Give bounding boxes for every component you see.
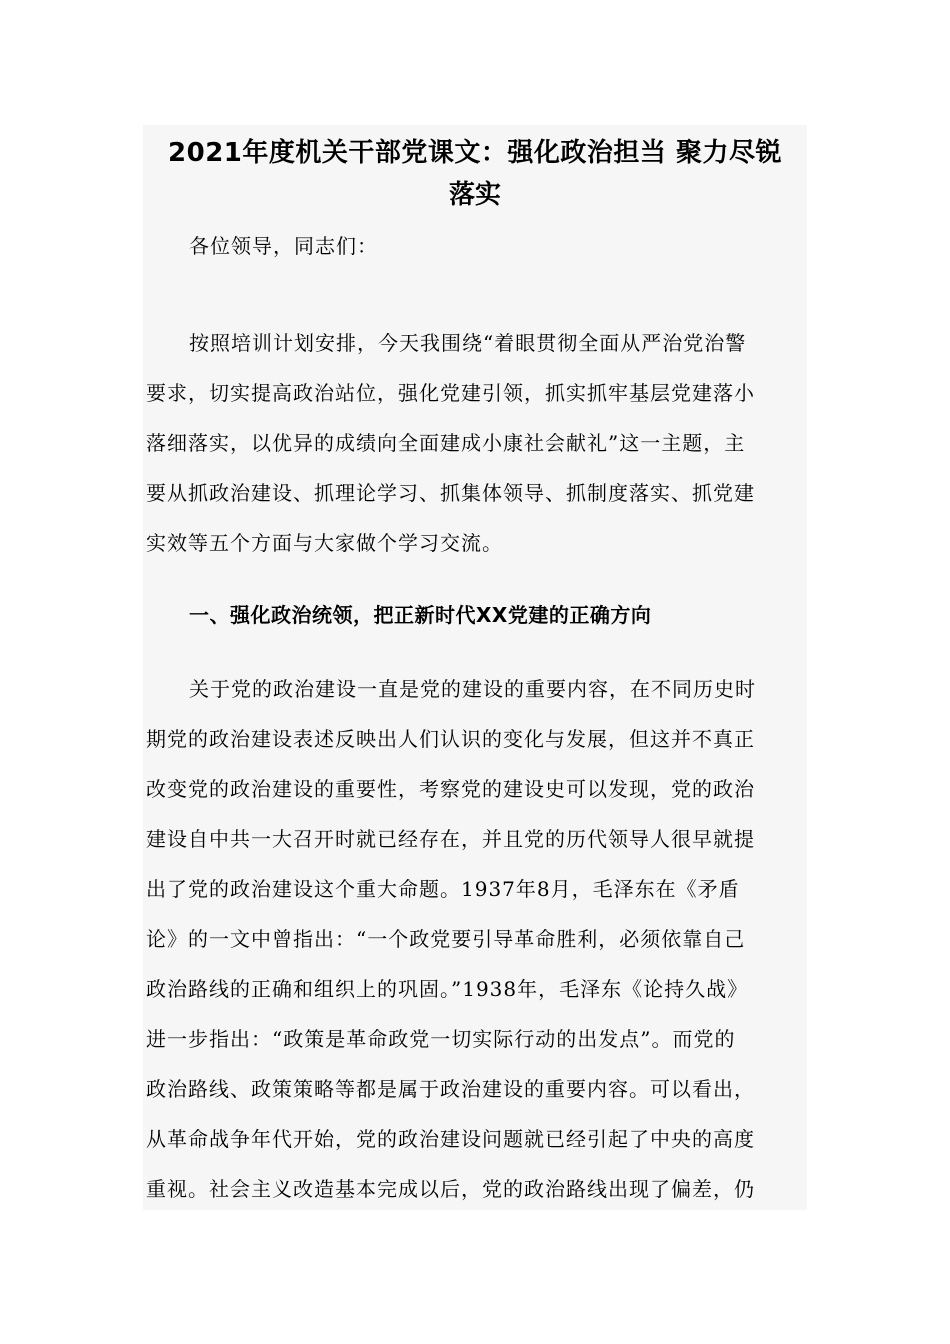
paragraph-line: 从革命战争年代开始，党的政治建设问题就已经引起了中央的高度 [146,1127,755,1151]
salutation: 各位领导，同志们： [189,234,378,258]
paragraph-line: 政治路线的正确和组织上的巩固。”1938年，毛泽东《论持久战》 [146,977,749,1001]
paragraph-line: 按照培训计划安排，今天我围绕“着眼贯彻全面从严治党治警 [189,331,747,355]
paragraph-line: 进一步指出：“政策是革命政党一切实际行动的出发点”。而党的 [146,1027,736,1051]
paragraph-line: 落细落实，以优异的成绩向全面建成小康社会献礼”这一主题，主 [146,431,746,455]
paragraph-line: 建设自中共一大召开时就已经存在，并且党的历代领导人很早就提 [146,827,755,851]
paragraph-line: 关于党的政治建设一直是党的建设的重要内容，在不同历史时 [189,677,756,701]
paragraph-line: 重视。社会主义改造基本完成以后，党的政治路线出现了偏差，仍 [146,1177,755,1201]
paragraph-line: 出了党的政治建设这个重大命题。1937年8月，毛泽东在《矛盾 [146,877,740,901]
title-line-2: 落实 [448,180,501,210]
paragraph-line: 要求，切实提高政治站位，强化党建引领，抓实抓牢基层党建落小 [146,381,755,405]
document-title [143,132,807,216]
paragraph-line: 论》的一文中曾指出：“一个政党要引导革命胜利，必须依靠自己 [146,927,746,951]
intro-paragraph [146,318,796,568]
section-heading: 一、强化政治统领，把正新时代XX党建的正确方向 [189,603,652,627]
paragraph-line: 期党的政治建设表述反映出人们认识的变化与发展，但这并不真正 [146,727,755,751]
paragraph-line: 政治路线、政策策略等都是属于政治建设的重要内容。可以看出， [146,1077,755,1101]
paragraph-line: 实效等五个方面与大家做个学习交流。 [146,531,503,555]
title-line-1: 2021年度机关干部党课文：强化政治担当 聚力尽锐 [168,138,782,168]
body-paragraph [146,664,796,1214]
paragraph-line: 改变党的政治建设的重要性，考察党的建设史可以发现，党的政治 [146,777,755,801]
paragraph-line: 要从抓政治建设、抓理论学习、抓集体领导、抓制度落实、抓党建 [146,481,755,505]
